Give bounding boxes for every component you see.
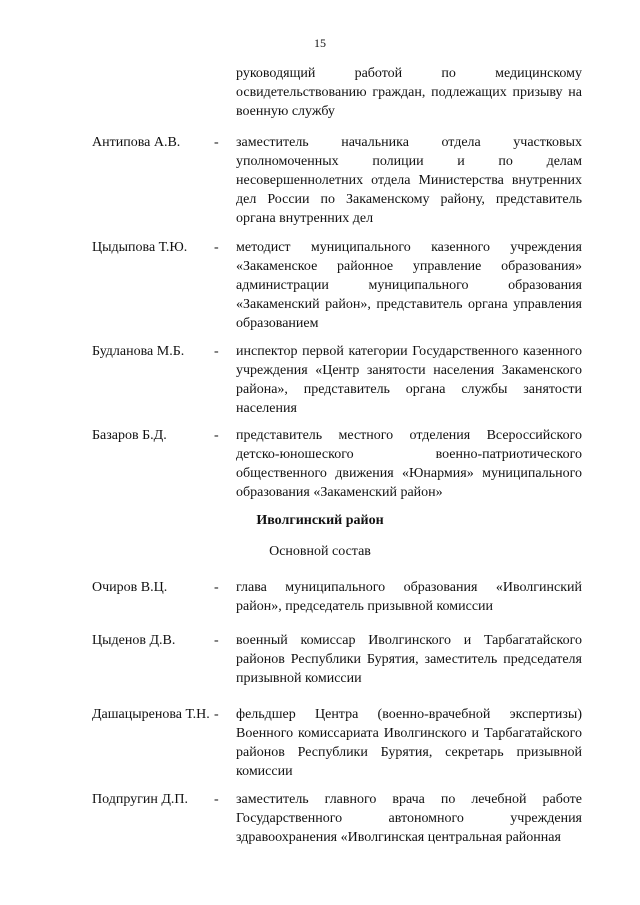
dash-separator: - <box>214 707 219 722</box>
position-description: руководящий работой по медицинскому освидетельствованию граждан, подлежащих призыву на военную службу <box>236 66 582 119</box>
dash-separator: - <box>214 428 219 443</box>
member-name: Антипова А.В. <box>92 135 181 150</box>
member-name: Дашацыренова Т.Н. <box>92 707 210 722</box>
member-name: Будланова М.Б. <box>92 344 185 359</box>
member-name: Цыдыпова Т.Ю. <box>92 240 188 255</box>
section-subtitle: Основной состав <box>269 544 371 559</box>
member-name: Цыденов Д.В. <box>92 633 176 648</box>
position-description: военный комиссар Иволгинского и Тарбагатайского районов Республики Бурятия, заместитель председателя призывной комиссии <box>236 633 582 686</box>
dash-separator: - <box>214 135 219 150</box>
member-name: Базаров Б.Д. <box>92 428 167 443</box>
dash-separator: - <box>214 792 219 807</box>
dash-separator: - <box>214 240 219 255</box>
position-description: методист муниципального казенного учреждения «Закаменское районное управление образования» администрации муниципального образования «Закаменский район», представитель органа управления образованием <box>236 240 582 331</box>
page-number: 15 <box>314 36 326 50</box>
dash-separator: - <box>214 633 219 648</box>
section-title: Иволгинский район <box>256 513 384 528</box>
position-description: заместитель начальника отдела участковых уполномоченных полиции и по делам несовершеннолетних отдела Министерства внутренних дел России по Закаменскому району, представитель органа внутренних дел <box>236 135 582 226</box>
dash-separator: - <box>214 580 219 595</box>
position-description: инспектор первой категории Государственного казенного учреждения «Центр занятости населения Закаменского района», представитель органа службы занятости населения <box>236 344 582 416</box>
dash-separator: - <box>214 344 219 359</box>
position-description: заместитель главного врача по лечебной работе Государственного автономного учреждения здравоохранения «Иволгинская центральная районная <box>236 792 582 845</box>
position-description: представитель местного отделения Всероссийского детско-юношеского военно-патриотического общественного движения «Юнармия» муниципального образования «Закаменский район» <box>236 428 582 500</box>
member-name: Очиров В.Ц. <box>92 580 168 595</box>
position-description: глава муниципального образования «Иволгинский район», председатель призывной комиссии <box>236 580 582 614</box>
position-description: фельдшер Центра (военно-врачебной экспертизы) Военного комиссариата Иволгинского и Тарбагатайского районов Республики Бурятия, секретарь призывной комиссии <box>236 707 582 779</box>
member-name: Подпругин Д.П. <box>92 792 189 807</box>
